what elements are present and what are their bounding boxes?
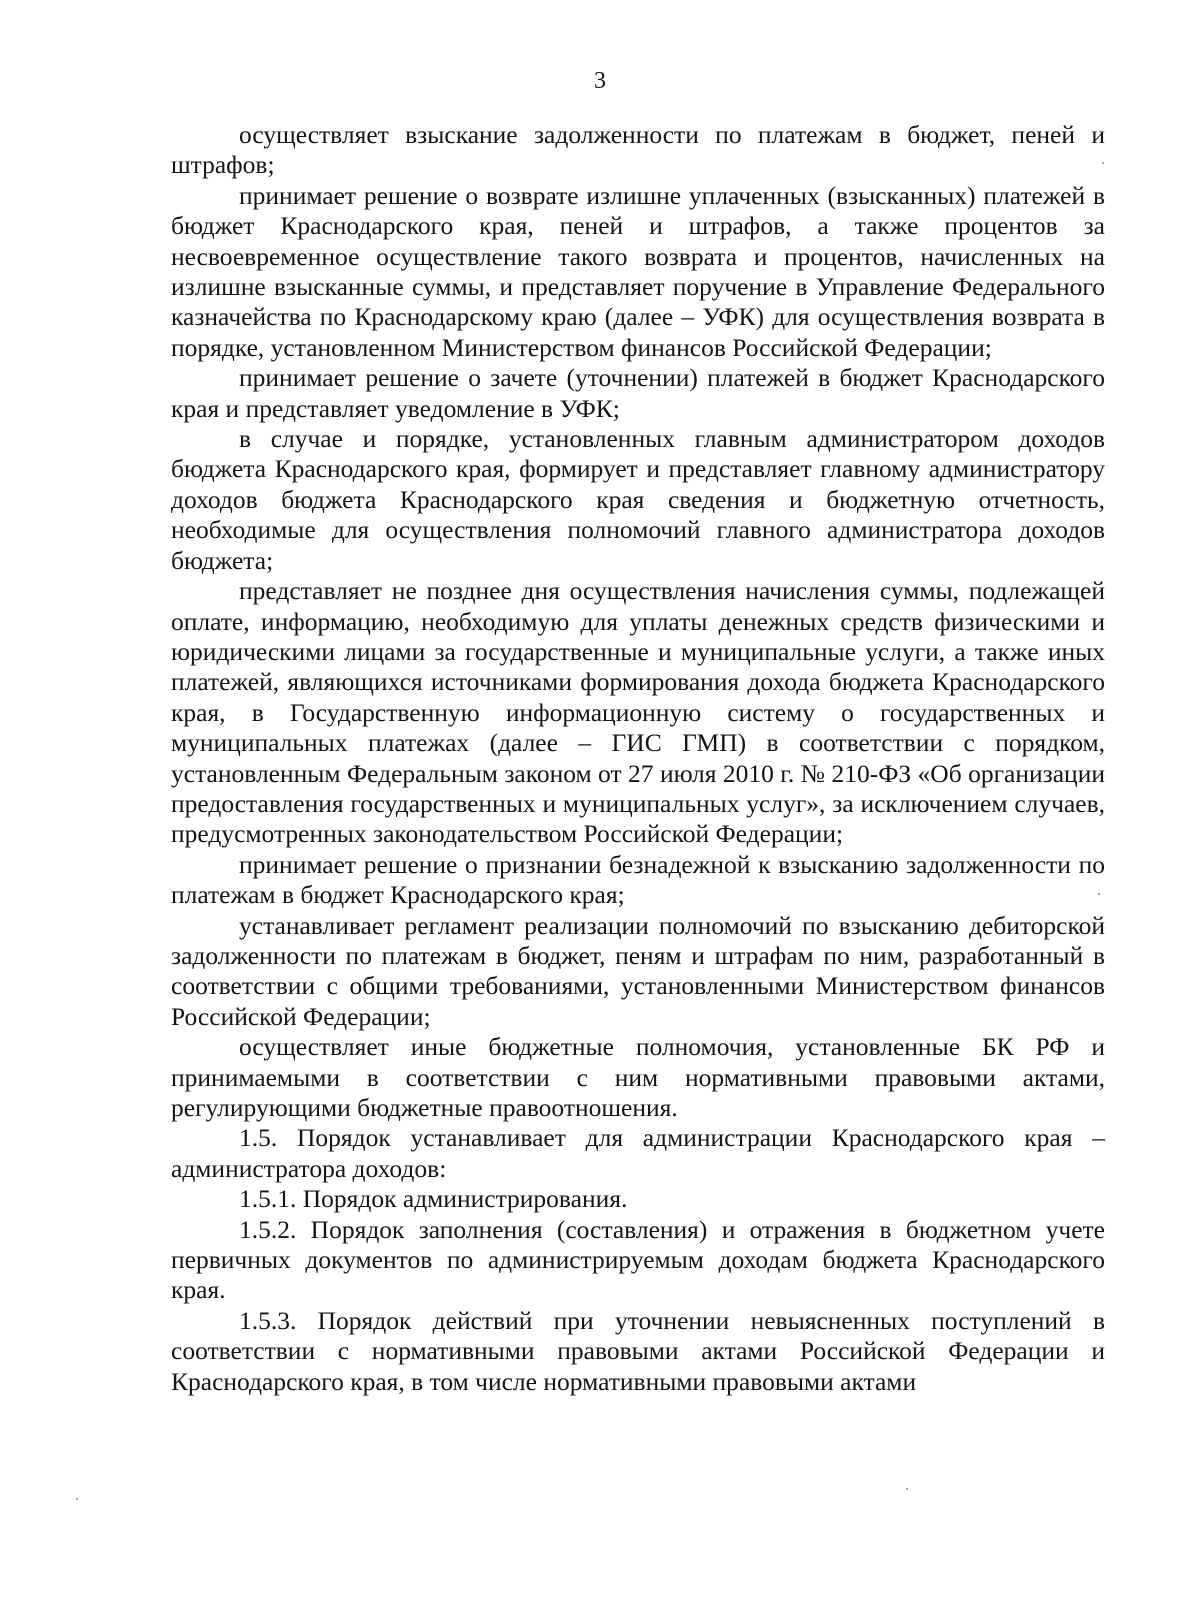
scan-speck <box>1098 893 1100 895</box>
clause-1-5-3: 1.5.3. Порядок действий при уточнении невыясненных поступлений в соответствии с нормативными правовыми актами Российской Федерации и Краснодарского края, в том числе нормативными правовыми актами <box>171 1305 1105 1396</box>
paragraph-other-powers: осуществляет иные бюджетные полномочия, установленные БК РФ и принимаемыми в соответствии с ним нормативными правовыми актами, регулирующими бюджетные правоотношения. <box>171 1032 1105 1122</box>
document-body <box>171 120 1105 1397</box>
clause-1-5-1: 1.5.1. Порядок администрирования. <box>239 1184 628 1214</box>
paragraph-refund-decision: принимает решение о возврате излишне уплаченных (взысканных) платежей в бюджет Краснодарского края, пеней и штрафов, а также процентов за несвоевременное осуществление такого возврата и процентов, начисленных на излишне взысканные суммы, и представляет поручение в Управление Федерального казначейства по Краснодарскому краю (далее – УФК) для осуществления возврата в порядке, установленном Министерством финансов Российской Федерации; <box>171 180 1105 362</box>
paragraph-gis-gmp: представляет не позднее дня осуществления начисления суммы, подлежащей оплате, информацию, необходимую для уплаты денежных средств физическими и юридическими лицами за государственные и муниципальные услуги, а также иных платежей, являющихся источниками формирования дохода бюджета Краснодарского края, в Государственную информационную систему о государственных и муниципальных платежах (далее – ГИС ГМП) в соответствии с порядком, установленным Федеральным законом от 27 июля 2010 г. № 210-ФЗ «Об организации предоставления государственных и муниципальных услуг», за исключением случаев, предусмотренных законодательством Российской Федерации; <box>171 576 1105 849</box>
paragraph-bad-debt: принимает решение о признании безнадежной к взысканию задолженности по платежам в бюджет Краснодарского края; <box>171 849 1105 910</box>
scan-speck <box>1102 162 1104 164</box>
scan-speck <box>906 1488 908 1490</box>
paragraph-offset-decision: принимает решение о зачете (уточнении) платежей в бюджет Краснодарского края и представляет уведомление в УФК; <box>171 363 1105 423</box>
paragraph-debt-collection: осуществляет взыскание задолженности по платежам в бюджет, пеней и штрафов; <box>171 120 1105 180</box>
paragraph-regulation: устанавливает регламент реализации полномочий по взысканию дебиторской задолженности по платежам в бюджет, пеням и штрафам по ним, разработанный в соответствии с общими требованиями, установленными Министерством финансов Российской Федерации; <box>171 910 1105 1031</box>
clause-1-5: 1.5. Порядок устанавливает для администрации Краснодарского края – администратора доходов: <box>171 1123 1105 1183</box>
page-number: 3 <box>594 68 606 94</box>
clause-1-5-2: 1.5.2. Порядок заполнения (составления) и отражения в бюджетном учете первичных документов по администрируемым доходам бюджета Краснодарского края. <box>171 1214 1105 1305</box>
paragraph-reporting: в случае и порядке, установленных главным администратором доходов бюджета Краснодарского края, формирует и представляет главному администратору доходов бюджета Краснодарского края сведения и бюджетную отчетность, необходимые для осуществления полномочий главного администратора доходов бюджета; <box>171 424 1105 575</box>
scan-speck <box>76 1498 78 1500</box>
